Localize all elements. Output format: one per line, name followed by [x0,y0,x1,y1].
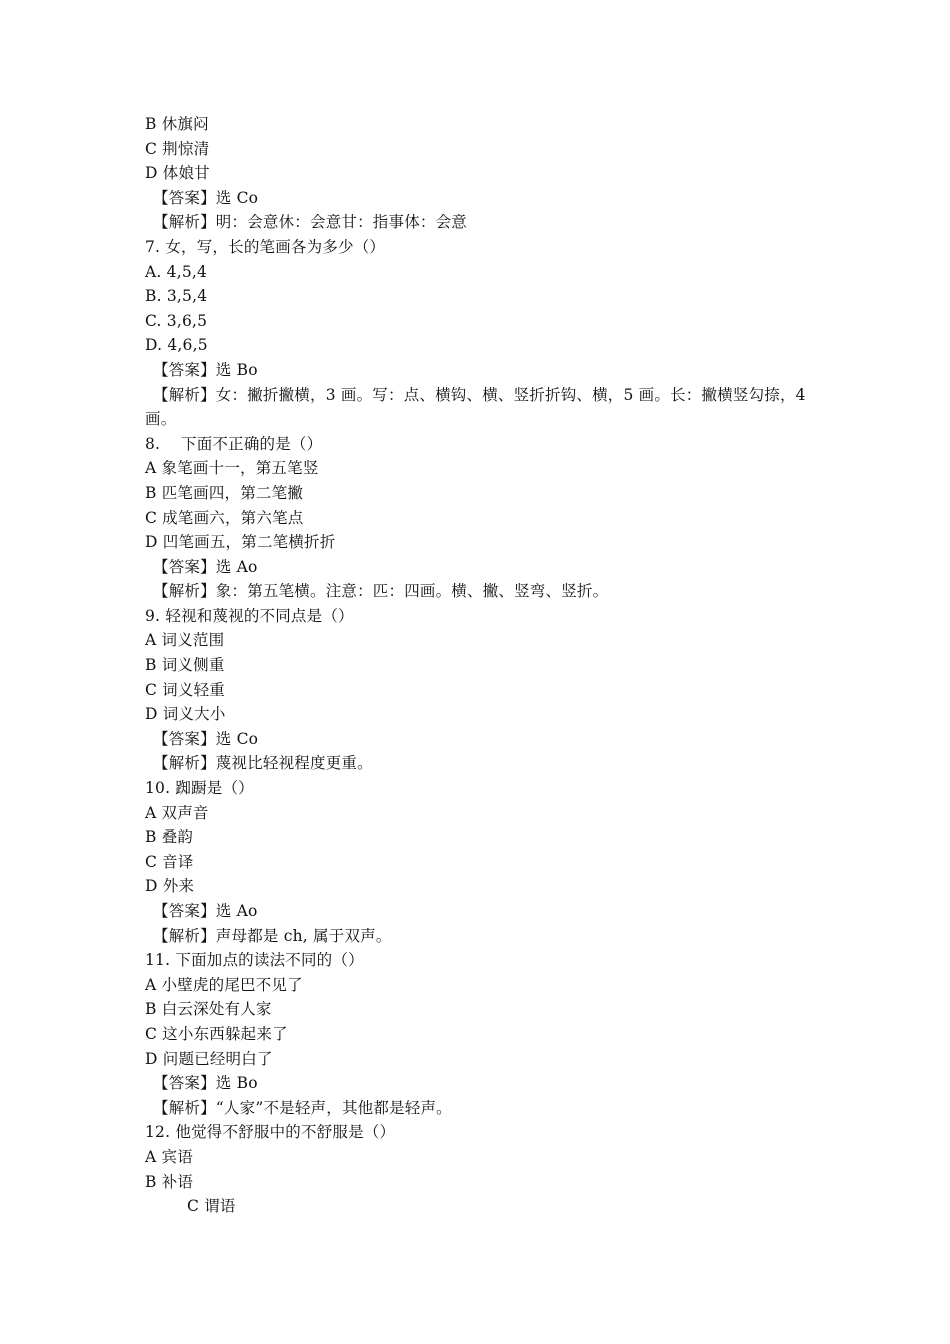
question-line: 12. 他觉得不舒服中的不舒服是（） [145,1123,396,1142]
analysis-line: 【解析】明：会意休：会意甘：指事体：会意 [153,213,468,232]
option-line: B 匹笔画四，第二笔撇 [145,483,304,502]
option-line: C 成笔画六，第六笔点 [145,508,304,527]
option-line: A 小壁虎的尾巴不见了 [145,975,303,994]
document-page [145,112,825,1219]
option-line: D 外来 [145,877,195,896]
analysis-line: 【解析】“人家”不是轻声，其他都是轻声。 [153,1098,452,1117]
option-line: C 谓语 [187,1197,236,1216]
answer-line: 【答案】选 Bo [153,360,258,379]
option-line: D. 4,6,5 [145,336,208,355]
option-line: C 荆惊清 [145,139,210,158]
option-line: A 词义范围 [145,631,225,650]
option-line: B 白云深处有人家 [145,1000,272,1019]
option-line: B 休旗闷 [145,115,209,133]
answer-line: 【答案】选 Co [153,188,259,207]
question-line: 11. 下面加点的读法不同的（） [145,951,364,970]
option-line: A. 4,5,4 [145,262,208,281]
analysis-line: 【解析】蔑视比轻视程度更重。 [153,754,373,773]
question-line: 7. 女，写，长的笔画各为多少（） [145,237,386,256]
option-line: A 宾语 [145,1147,193,1166]
option-line: A 双声音 [145,803,209,822]
answer-line: 【答案】选 Ao [153,902,258,920]
option-line: B 叠韵 [145,828,194,847]
analysis-line: 【解析】声母都是 ch, 属于双声。 [153,926,392,945]
analysis-line: 【解析】女：撇折撇横，3 画。写：点、横钩、横、竖折折钩、横，5 画。长：撇横竖勾捺，4 画。 [145,385,806,429]
analysis-line: 【解析】象：第五笔横。注意：匹：四画。横、撇、竖弯、竖折。 [153,582,609,601]
option-line: B 词义侧重 [145,656,225,675]
question-line: 8. 下面不正确的是（） [145,434,323,453]
answer-line: 【答案】选 Co [153,729,259,748]
option-line: D 问题已经明白了 [145,1049,273,1068]
option-line: B 补语 [145,1172,194,1191]
option-line: C 词义轻重 [145,680,225,699]
option-line: D 凹笔画五，第二笔横折折 [145,533,336,552]
question-line: 10. 踟蹰是（） [145,779,254,798]
option-line: C 音译 [145,852,194,871]
answer-line: 【答案】选 Bo [153,1074,258,1093]
answer-line: 【答案】选 Ao [153,557,258,576]
option-line: B. 3,5,4 [145,287,208,306]
option-line: D 体娘甘 [145,164,210,183]
option-line: C. 3,6,5 [145,311,208,330]
option-line: D 词义大小 [145,705,226,724]
question-line: 9. 轻视和蔑视的不同点是（） [145,606,354,625]
option-line: C 这小东西躲起来了 [145,1024,288,1043]
option-line: A 象笔画十一，第五笔竖 [145,459,319,478]
